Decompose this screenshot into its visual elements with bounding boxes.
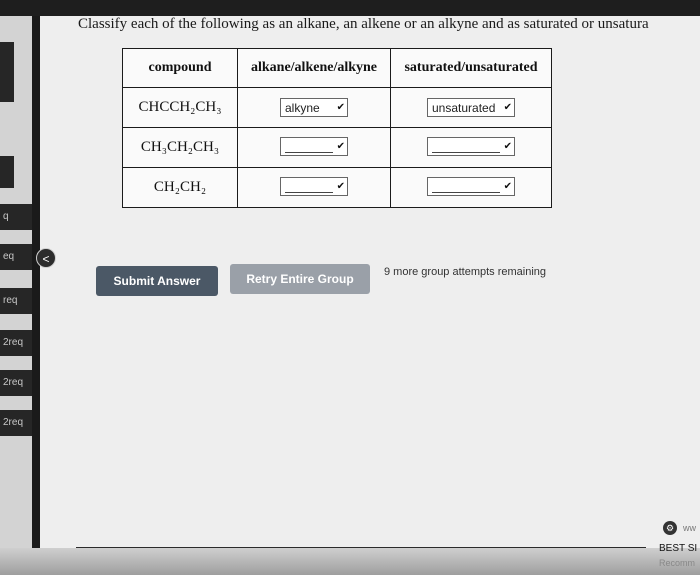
sidebar-item-label: 2req xyxy=(3,377,24,388)
compound-cell: CH₃CH₂CH₃ xyxy=(123,128,238,168)
sidebar-item-small[interactable] xyxy=(0,156,14,188)
type-cell xyxy=(238,88,391,128)
type-select[interactable] xyxy=(280,177,348,196)
best-label: BEST SI xyxy=(659,543,698,554)
type-cell xyxy=(238,128,391,168)
collapse-sidebar-button[interactable] xyxy=(36,248,56,268)
saturation-select[interactable] xyxy=(427,137,515,156)
chevron-down-icon: ✔︎ xyxy=(503,102,512,113)
sidebar-item-2req[interactable] xyxy=(0,330,34,356)
table-row xyxy=(123,128,552,168)
sidebar-item-label: q xyxy=(3,211,9,222)
sidebar-item-2req[interactable] xyxy=(0,370,34,396)
recommend-label: Recomm xyxy=(659,558,696,568)
table-header-row xyxy=(123,49,552,88)
sidebar-item-label: eq xyxy=(3,251,15,262)
screen-bezel-bottom xyxy=(0,548,700,575)
chevron-down-icon: ✔︎ xyxy=(503,141,512,153)
chevron-down-icon: ✔︎ xyxy=(503,181,512,193)
type-select[interactable] xyxy=(280,137,348,156)
corner-label: ww xyxy=(683,523,696,533)
table-row xyxy=(123,88,552,128)
compound-cell: CH₂CH₂ xyxy=(123,168,238,208)
sidebar-item-active[interactable] xyxy=(0,42,14,102)
chevron-left-icon: < xyxy=(42,252,50,266)
chevron-down-icon: ✔︎ xyxy=(336,102,345,113)
saturation-select-value: unsaturated xyxy=(432,100,496,115)
column-header-type: alkane/alkene/alkyne xyxy=(238,49,391,88)
saturation-select[interactable] xyxy=(427,98,515,117)
type-select[interactable] xyxy=(280,98,348,117)
saturation-select-value xyxy=(432,191,500,193)
sidebar-item-label: 2req xyxy=(3,337,24,348)
sidebar-item-label: 2req xyxy=(3,417,24,428)
chevron-down-icon: ✔︎ xyxy=(336,181,345,193)
submit-answer-button[interactable]: Submit Answer xyxy=(96,266,218,296)
saturation-cell xyxy=(391,88,552,128)
attempts-remaining-text: 9 more group attempts remaining xyxy=(384,266,547,278)
type-select-value xyxy=(285,151,333,153)
sidebar-item-eq[interactable] xyxy=(0,244,34,270)
saturation-cell xyxy=(391,128,552,168)
type-select-value xyxy=(285,191,333,193)
sidebar-item-q[interactable] xyxy=(0,204,34,230)
classification-table xyxy=(122,48,552,208)
column-header-saturation: saturated/unsaturated xyxy=(391,49,552,88)
type-select-value: alkyne xyxy=(285,100,320,115)
screen-bezel-top xyxy=(0,0,700,16)
saturation-cell xyxy=(391,168,552,208)
panel-divider xyxy=(32,16,40,552)
sidebar-item-label: req xyxy=(3,295,18,306)
compound-cell: CHCCH₂CH₃ xyxy=(123,88,238,128)
question-instructions: Classify each of the following as an alkane, an alkene or an alkyne and as saturated or unsatura xyxy=(78,16,649,32)
type-cell xyxy=(238,168,391,208)
saturation-select-value xyxy=(432,151,500,153)
column-header-compound: compound xyxy=(123,49,238,88)
retry-group-button[interactable]: Retry Entire Group xyxy=(230,264,370,294)
gear-icon[interactable]: ⚙ xyxy=(663,521,677,535)
sidebar-item-2req[interactable] xyxy=(0,410,34,436)
sidebar-item-req[interactable] xyxy=(0,288,34,314)
table-row xyxy=(123,168,552,208)
saturation-select[interactable] xyxy=(427,177,515,196)
chevron-down-icon: ✔︎ xyxy=(336,141,345,153)
